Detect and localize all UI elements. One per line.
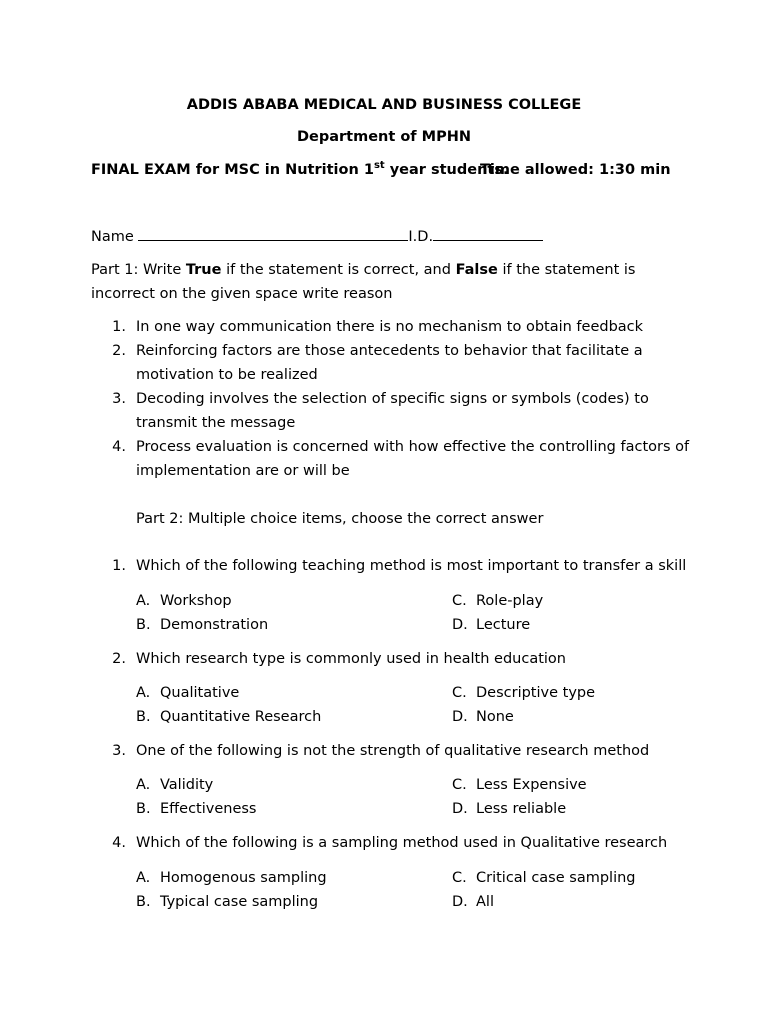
college-title: ADDIS ABABA MEDICAL AND BUSINESS COLLEGE <box>186 97 582 113</box>
option-letter: D. <box>452 709 468 725</box>
option-a[interactable] <box>136 866 327 890</box>
exam-title-suffix: year students. <box>384 162 509 178</box>
option-c[interactable] <box>452 866 636 890</box>
name-blank[interactable] <box>138 224 408 241</box>
id-blank[interactable] <box>433 224 543 241</box>
option-letter: B. <box>136 617 151 633</box>
option-letter: D. <box>452 617 468 633</box>
question-number: 2. <box>112 651 126 667</box>
item-text: motivation to be realized <box>136 367 318 383</box>
option-text: None <box>476 709 514 725</box>
item-text: Reinforcing factors are those antecedents to behavior that facilitate a <box>136 343 643 359</box>
option-text: Qualitative <box>160 685 240 701</box>
item-text: Decoding involves the selection of specific signs or symbols (codes) to <box>136 391 649 407</box>
option-text: Homogenous sampling <box>160 870 327 886</box>
option-letter: C. <box>452 593 467 609</box>
part2-heading: Part 2: Multiple choice items, choose the correct answer <box>136 511 544 527</box>
part1-instr-text: if the statement is correct, and <box>221 262 456 278</box>
name-label: Name <box>91 229 134 245</box>
option-letter: B. <box>136 709 151 725</box>
option-letter: A. <box>136 777 151 793</box>
option-letter: A. <box>136 685 151 701</box>
option-d[interactable] <box>452 797 566 821</box>
option-text: Less Expensive <box>476 777 587 793</box>
option-text: All <box>476 894 494 910</box>
time-allowed-value: 1:30 min <box>599 162 671 178</box>
question-number: 1. <box>112 558 126 574</box>
option-letter: B. <box>136 894 151 910</box>
option-text: Workshop <box>160 593 232 609</box>
exam-title <box>91 158 508 182</box>
option-text: Descriptive type <box>476 685 596 701</box>
item-number: 1. <box>112 319 126 335</box>
time-allowed-label: Time allowed: <box>480 162 594 178</box>
option-text: Critical case sampling <box>476 870 636 886</box>
department-title: Department of MPHN <box>296 129 471 145</box>
id-label: I.D. <box>408 229 434 245</box>
question-number: 4. <box>112 835 126 851</box>
question-text: Which of the following is a sampling method used in Qualitative research <box>136 835 668 851</box>
option-c[interactable] <box>452 773 587 797</box>
option-a[interactable] <box>136 681 239 705</box>
option-b[interactable] <box>136 797 256 821</box>
option-text: Effectiveness <box>160 801 257 817</box>
option-d[interactable] <box>452 705 514 729</box>
item-text: implementation are or will be <box>136 463 350 479</box>
exam-title-prefix: FINAL EXAM for MSC in Nutrition 1 <box>91 162 374 178</box>
item-text: In one way communication there is no mechanism to obtain feedback <box>136 319 644 335</box>
item-number: 4. <box>112 439 126 455</box>
option-letter: A. <box>136 870 151 886</box>
option-text: Less reliable <box>476 801 567 817</box>
part1-instr-text: if the statement is <box>497 262 636 278</box>
item-number: 3. <box>112 391 126 407</box>
name-row <box>91 224 543 249</box>
part1-instructions-line2: incorrect on the given space write reason <box>91 286 393 302</box>
option-text: Typical case sampling <box>160 894 319 910</box>
option-b[interactable] <box>136 613 268 637</box>
part1-instructions <box>91 258 635 282</box>
option-text: Lecture <box>476 617 531 633</box>
option-text: Demonstration <box>160 617 269 633</box>
option-a[interactable] <box>136 773 213 797</box>
option-letter: D. <box>452 894 468 910</box>
option-letter: D. <box>452 801 468 817</box>
part1-false-word: False <box>455 262 498 278</box>
item-number: 2. <box>112 343 126 359</box>
option-d[interactable] <box>452 613 530 637</box>
option-text: Role-play <box>476 593 544 609</box>
part1-instr-text: Part 1: Write <box>91 262 186 278</box>
option-text: Quantitative Research <box>160 709 322 725</box>
option-text: Validity <box>160 777 214 793</box>
option-c[interactable] <box>452 589 543 613</box>
exam-title-sup: st <box>373 160 385 171</box>
question-number: 3. <box>112 743 126 759</box>
question-text: One of the following is not the strength of qualitative research method <box>136 743 650 759</box>
option-letter: C. <box>452 870 467 886</box>
question-text: Which research type is commonly used in health education <box>136 651 566 667</box>
option-c[interactable] <box>452 681 595 705</box>
item-text: Process evaluation is concerned with how effective the controlling factors of <box>136 439 690 455</box>
question-text: Which of the following teaching method is most important to transfer a skill <box>136 558 687 574</box>
option-letter: C. <box>452 777 467 793</box>
option-b[interactable] <box>136 890 318 914</box>
option-letter: C. <box>452 685 467 701</box>
option-b[interactable] <box>136 705 321 729</box>
part1-true-word: True <box>185 262 222 278</box>
option-letter: B. <box>136 801 151 817</box>
option-d[interactable] <box>452 890 494 914</box>
option-letter: A. <box>136 593 151 609</box>
item-text: transmit the message <box>136 415 296 431</box>
option-a[interactable] <box>136 589 232 613</box>
